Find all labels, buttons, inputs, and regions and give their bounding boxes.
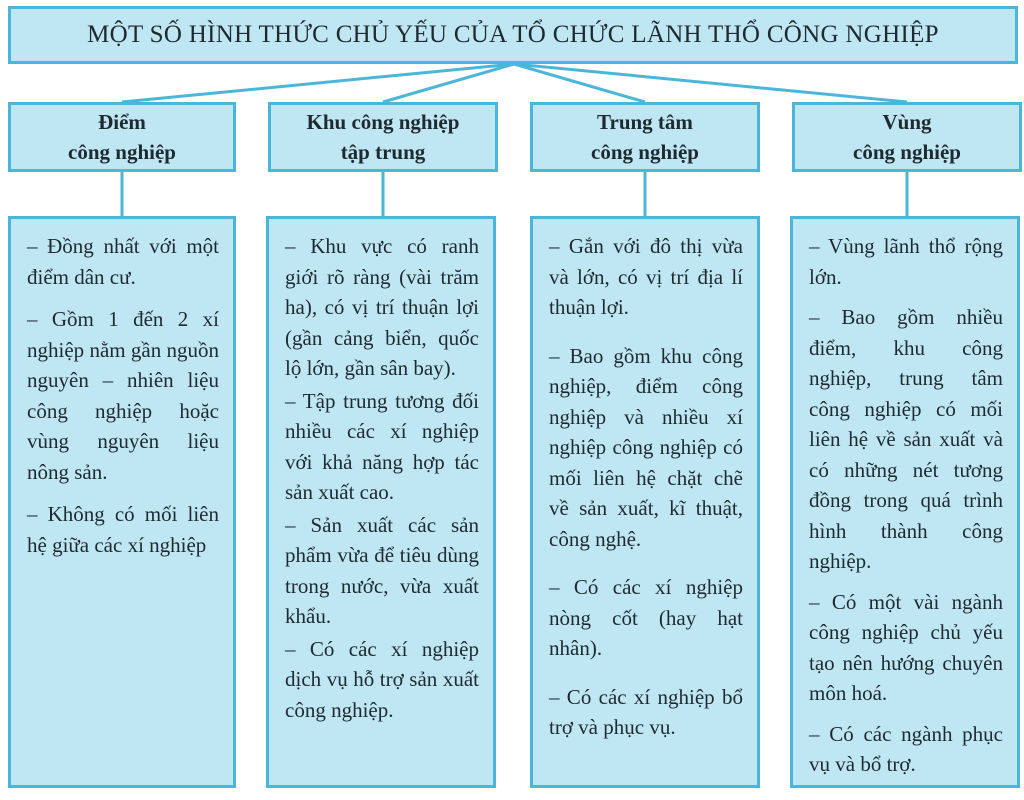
heading-vung-cong-nghiep: [792, 102, 1022, 172]
diagram-title: [8, 6, 1018, 64]
detail-item: – Tập trung tương đối nhiều các xí nghiệp với khả năng hợp tác sản xuất cao.: [285, 388, 479, 504]
details-khu-cong-nghiep-tap-trung: [266, 216, 496, 788]
detail-item: – Có một vài ngành công nghiệp chủ yếu tạo nên hướng chuyên môn hoá.: [809, 589, 1003, 705]
heading-trung-tam-cong-nghiep: [530, 102, 760, 172]
details-diem-cong-nghiep: [8, 216, 236, 788]
detail-item: – Gồm 1 đến 2 xí nghiệp nằm gần nguồn nguyên – nhiên liệu công nghiệp hoặc vùng nguyên liệu nông sản.: [27, 307, 219, 484]
detail-item: – Bao gồm nhiều điểm, khu công nghiệp, trung tâm công nghiệp có mối liên hệ về sản xuất và có những nét tương đồng trong quá trình hình thành công nghiệp.: [809, 305, 1003, 573]
detail-item: – Gắn với đô thị vừa và lớn, có vị trí địa lí thuận lợi.: [549, 234, 743, 319]
heading-text: Khu công nghiệp tập trung: [306, 110, 460, 164]
detail-item: – Không có mối liên hệ giữa các xí nghiệp: [27, 502, 219, 557]
detail-item: – Khu vực có ranh giới rõ ràng (vài trăm ha), có vị trí thuận lợi (gần cảng biển, quốc lộ lớn, gần sân bay).: [285, 234, 479, 380]
heading-diem-cong-nghiep: [8, 102, 236, 172]
diagram-title-text: MỘT SỐ HÌNH THỨC CHỦ YẾU CỦA TỔ CHỨC LÃNH THỔ CÔNG NGHIỆP: [87, 21, 939, 48]
connector-title-col4: [514, 64, 907, 102]
details-vung-cong-nghiep: [790, 216, 1020, 788]
details-trung-tam-cong-nghiep: [530, 216, 760, 788]
heading-text: Trung tâm công nghiệp: [591, 110, 699, 164]
heading-khu-cong-nghiep-tap-trung: [268, 102, 498, 172]
heading-text: Vùng công nghiệp: [853, 110, 961, 164]
detail-item: – Đồng nhất với một điểm dân cư.: [27, 234, 219, 289]
detail-item: – Vùng lãnh thổ rộng lớn.: [809, 234, 1003, 289]
detail-item: – Bao gồm khu công nghiệp, điểm công nghiệp và nhiều xí nghiệp công nghiệp có mối liên hệ chặt chẽ về sản xuất, kĩ thuật, công nghệ.: [549, 343, 743, 551]
heading-text: Điểm công nghiệp: [68, 110, 176, 164]
detail-item: – Có các xí nghiệp dịch vụ hỗ trợ sản xuất công nghiệp.: [285, 636, 479, 722]
detail-item: – Có các ngành phục vụ và bổ trợ.: [809, 721, 1003, 776]
detail-item: – Sản xuất các sản phẩm vừa để tiêu dùng trong nước, vừa xuất khẩu.: [285, 512, 479, 628]
detail-item: – Có các xí nghiệp nòng cốt (hay hạt nhân).: [549, 575, 743, 660]
detail-item: – Có các xí nghiệp bổ trợ và phục vụ.: [549, 684, 743, 739]
connector-title-col1: [122, 64, 514, 102]
